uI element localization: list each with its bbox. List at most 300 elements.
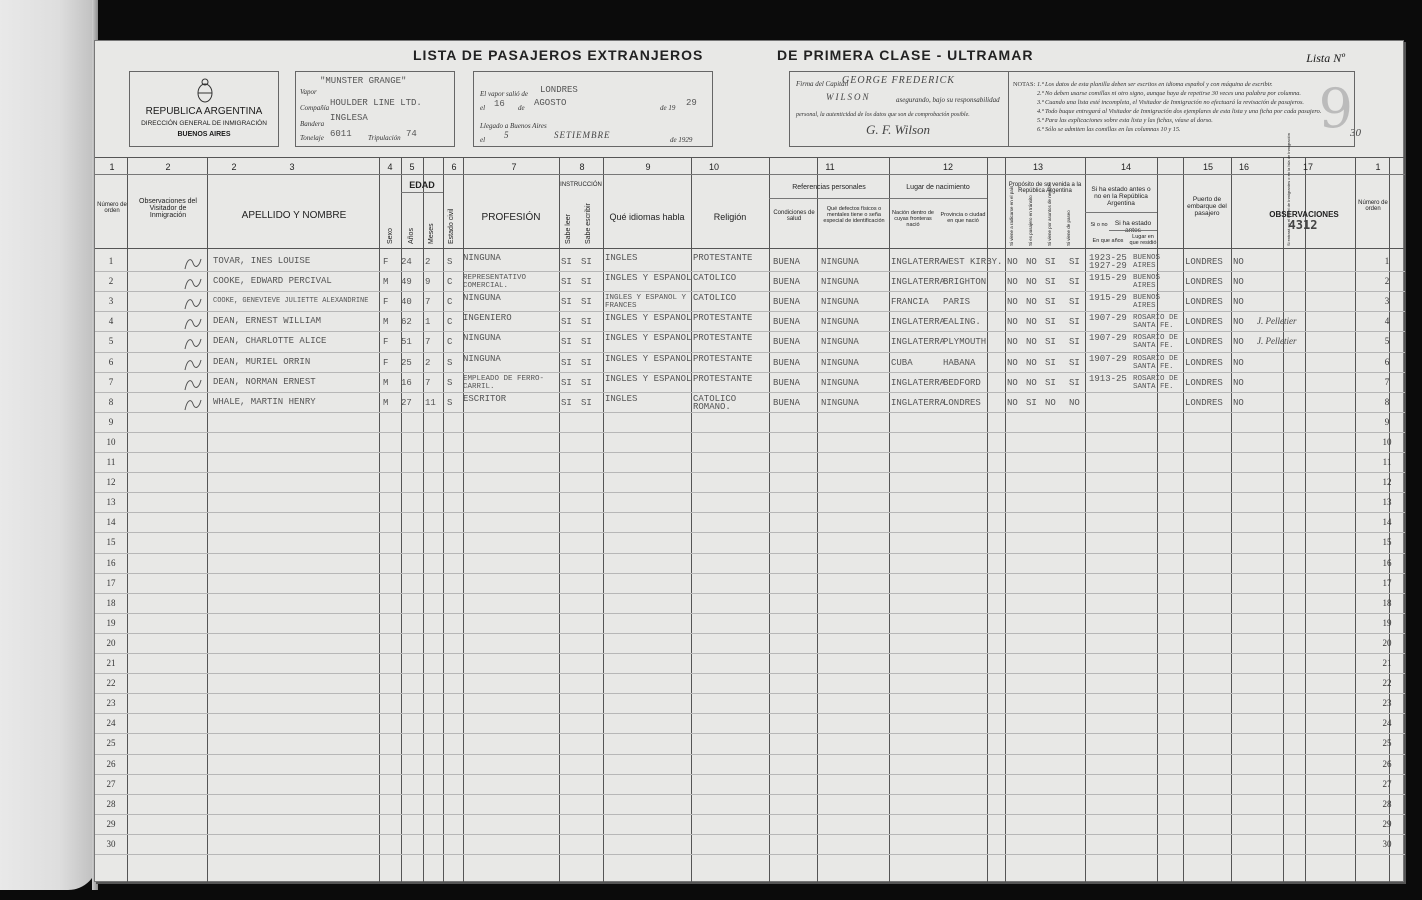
dia-value: 16 bbox=[494, 99, 505, 109]
passenger-prop3: SI bbox=[1045, 317, 1056, 328]
captain-text1: asegurando, bajo su responsabilidad bbox=[896, 96, 1000, 104]
row-number-left: 23 bbox=[106, 698, 116, 709]
header-edad: EDAD bbox=[409, 180, 435, 190]
visitor-check-mark-icon bbox=[181, 335, 203, 353]
republic-name: REPUBLICA ARGENTINA bbox=[145, 106, 263, 117]
passenger-health: BUENA bbox=[773, 377, 801, 388]
column-number: 2 bbox=[165, 162, 171, 172]
row-line bbox=[95, 311, 1405, 312]
passenger-health: BUENA bbox=[773, 317, 801, 328]
column-divider bbox=[463, 158, 464, 884]
row-line bbox=[95, 733, 1405, 734]
header-estado-civil: Estado civil bbox=[448, 208, 455, 244]
column-number: 16 bbox=[1238, 162, 1249, 172]
column-number: 13 bbox=[1032, 162, 1043, 172]
passenger-health: BUENA bbox=[773, 277, 801, 288]
passenger-years-before: 1915-29 bbox=[1089, 273, 1127, 284]
notes-label: NOTAS: bbox=[1013, 81, 1036, 88]
list-number-stamp: 9 bbox=[1318, 77, 1353, 140]
passenger-city: EALING. bbox=[943, 317, 981, 328]
row-line bbox=[95, 291, 1405, 292]
passenger-years-before: 1907-29 bbox=[1089, 313, 1127, 324]
passenger-profession: INGENIERO bbox=[463, 313, 512, 324]
passenger-name: DEAN, CHARLOTTE ALICE bbox=[213, 336, 327, 347]
row-number-right: 25 bbox=[1382, 738, 1392, 749]
row-number-right: 27 bbox=[1382, 778, 1392, 789]
note-line: 4.ª Todo buque entregará al Visitador de Inmigración dos ejemplares de esta lista y una ficha por cada pasajero. bbox=[1037, 108, 1322, 115]
row-line bbox=[95, 613, 1405, 614]
row-number-right: 9 bbox=[1384, 416, 1390, 427]
passenger-nation: INGLATERRA bbox=[891, 337, 946, 348]
passenger-languages: INGLES Y ESPANOL bbox=[605, 273, 692, 284]
passenger-prop1: NO bbox=[1007, 317, 1018, 328]
row-number-right: 14 bbox=[1382, 517, 1392, 528]
passenger-years: 51 bbox=[401, 337, 412, 348]
header-lugar-residio: Lugar en que residió bbox=[1129, 234, 1157, 246]
passenger-prop2: NO bbox=[1026, 277, 1037, 288]
row-number-left: 10 bbox=[106, 436, 116, 447]
column-divider bbox=[1231, 158, 1232, 884]
header-religion: Religión bbox=[713, 212, 747, 222]
lista-label: Lista Nº bbox=[1306, 51, 1345, 65]
column-number: 3 bbox=[289, 162, 295, 172]
row-number-left: 16 bbox=[106, 557, 116, 568]
passenger-years-before: 1913-25 bbox=[1089, 373, 1127, 384]
passenger-profession: ESCRITOR bbox=[463, 393, 507, 404]
row-number-right: 18 bbox=[1382, 597, 1392, 608]
row-line bbox=[95, 352, 1405, 353]
row-number-left: 7 bbox=[108, 376, 114, 387]
row-number-right: 19 bbox=[1382, 617, 1392, 628]
passenger-prop4: SI bbox=[1069, 377, 1080, 388]
passenger-sabe-leer: SI bbox=[561, 277, 572, 288]
header-en-que-anos: En que años bbox=[1092, 238, 1124, 244]
row-number-left: 30 bbox=[106, 838, 116, 849]
passenger-nation: INGLATERRA bbox=[891, 317, 946, 328]
header-sexo: Sexo bbox=[387, 228, 394, 244]
compania-label: Compañía bbox=[300, 104, 330, 112]
passenger-col16: NO bbox=[1233, 397, 1244, 408]
passenger-place-before: BUENOS AIRES bbox=[1133, 274, 1161, 291]
row-number-left: 17 bbox=[106, 577, 116, 588]
passenger-years: 16 bbox=[401, 377, 412, 388]
passenger-languages: INGLES Y ESPANOL bbox=[605, 373, 692, 384]
passenger-place-before: BUENOS AIRES bbox=[1133, 294, 1161, 311]
passenger-civil: C bbox=[447, 317, 453, 328]
column-number: 17 bbox=[1302, 162, 1313, 172]
row-number-right: 22 bbox=[1382, 678, 1392, 689]
passenger-health: BUENA bbox=[773, 357, 801, 368]
row-number-right: 15 bbox=[1382, 537, 1392, 548]
header-lugar-nacimiento: Lugar de nacimiento bbox=[906, 184, 970, 191]
passenger-sabe-leer: SI bbox=[561, 397, 572, 408]
passenger-civil: C bbox=[447, 337, 453, 348]
passenger-observation: J. Pelletier bbox=[1257, 336, 1297, 347]
passenger-sex: F bbox=[383, 297, 389, 308]
visitor-check-mark-icon bbox=[181, 295, 203, 313]
row-number-left: 26 bbox=[106, 758, 116, 769]
header-col16: Si entrará en el Hotel de Inmigrantes o en la Isla de Inmigración bbox=[1286, 133, 1291, 246]
passenger-sabe-leer: SI bbox=[561, 337, 572, 348]
firma-label: Firma del Capitán bbox=[796, 80, 849, 88]
passenger-col16: NO bbox=[1233, 377, 1244, 388]
passenger-defects: NINGUNA bbox=[821, 297, 859, 308]
passenger-port: LONDRES bbox=[1185, 337, 1223, 348]
header-subline bbox=[401, 192, 443, 193]
header-proposito-sub: Si viene de paseo bbox=[1066, 210, 1071, 246]
row-number-left: 29 bbox=[106, 818, 116, 829]
passenger-city: LONDRES bbox=[943, 397, 981, 408]
row-line bbox=[95, 573, 1405, 574]
passenger-civil: S bbox=[447, 377, 453, 388]
passenger-years: 62 bbox=[401, 317, 412, 328]
passenger-languages: INGLES Y ESPANOL Y FRANCES bbox=[605, 294, 687, 311]
passenger-prop3: SI bbox=[1045, 297, 1056, 308]
passenger-years-before: 1923-25 1927-29 bbox=[1089, 253, 1127, 271]
passenger-civil: S bbox=[447, 357, 453, 368]
passenger-prop4: SI bbox=[1069, 277, 1080, 288]
row-number-left: 2 bbox=[108, 276, 114, 287]
passenger-prop4: SI bbox=[1069, 317, 1080, 328]
header-si-ha-estado: Si ha estado bbox=[1114, 220, 1152, 227]
column-divider bbox=[1305, 158, 1306, 884]
passenger-months: 7 bbox=[425, 297, 431, 308]
passenger-defects: NINGUNA bbox=[821, 257, 859, 267]
passenger-years-before: 1915-29 bbox=[1089, 293, 1127, 304]
passenger-religion: CATOLICO ROMANO. bbox=[693, 393, 737, 412]
passenger-languages: INGLES bbox=[605, 253, 638, 263]
passenger-defects: NINGUNA bbox=[821, 377, 859, 388]
column-divider bbox=[443, 158, 444, 884]
passenger-prop3: SI bbox=[1045, 257, 1056, 267]
passenger-place-before: ROSARIO DE SANTA FE. bbox=[1133, 354, 1179, 371]
llegada-mes: SETIEMBRE bbox=[554, 130, 611, 140]
passenger-religion: PROTESTANTE bbox=[693, 313, 753, 324]
passenger-name: WHALE, MARTIN HENRY bbox=[213, 396, 316, 407]
column-divider bbox=[691, 158, 692, 884]
passenger-prop4: SI bbox=[1069, 357, 1080, 368]
captain-name1: GEORGE FREDERICK bbox=[842, 75, 955, 86]
tripulacion-label: Tripulación bbox=[368, 134, 401, 142]
passenger-prop2: NO bbox=[1026, 317, 1037, 328]
passenger-sabe-leer: SI bbox=[561, 297, 572, 308]
passenger-nation: INGLATERRA bbox=[891, 257, 946, 267]
passenger-months: 7 bbox=[425, 337, 431, 348]
column-divider bbox=[603, 158, 604, 884]
passenger-nation: CUBA bbox=[891, 357, 913, 368]
passenger-months: 2 bbox=[425, 357, 431, 368]
header-subline bbox=[1085, 212, 1157, 213]
row-number-right: 1 bbox=[1384, 256, 1390, 266]
passenger-sabe-escribir: SI bbox=[581, 317, 592, 328]
row-number-left: 1 bbox=[108, 256, 114, 266]
row-number-left: 9 bbox=[108, 416, 114, 427]
column-number: 11 bbox=[825, 162, 835, 172]
passenger-col16: NO bbox=[1233, 317, 1244, 328]
passenger-prop1: NO bbox=[1007, 357, 1018, 368]
row-line bbox=[95, 713, 1405, 714]
row-line bbox=[95, 553, 1405, 554]
passenger-prop2: NO bbox=[1026, 297, 1037, 308]
row-line bbox=[95, 633, 1405, 634]
row-number-right: 2 bbox=[1384, 276, 1390, 287]
header-sabe-leer: Sabe leer bbox=[565, 214, 572, 244]
row-line bbox=[95, 532, 1405, 533]
llegado-label: Llegado a Buenos Aires bbox=[480, 122, 547, 130]
visitor-check-mark-icon bbox=[181, 376, 203, 394]
column-divider bbox=[1183, 158, 1184, 884]
row-number-right: 20 bbox=[1382, 637, 1392, 648]
row-number-right: 3 bbox=[1384, 296, 1390, 307]
passenger-prop2: NO bbox=[1026, 357, 1037, 368]
row-line bbox=[95, 492, 1405, 493]
row-number-left: 4 bbox=[108, 316, 114, 327]
row-number-left: 11 bbox=[106, 457, 116, 467]
header-numero-orden: Número de orden bbox=[97, 202, 127, 214]
llegada-anio: de 1929 bbox=[670, 136, 693, 144]
passenger-sabe-escribir: SI bbox=[581, 257, 592, 267]
passenger-sabe-escribir: SI bbox=[581, 397, 592, 408]
passenger-defects: NINGUNA bbox=[821, 317, 859, 328]
passenger-months: 7 bbox=[425, 377, 431, 388]
column-divider bbox=[1355, 158, 1356, 884]
notes-list bbox=[1037, 80, 1337, 134]
row-line bbox=[95, 331, 1405, 332]
row-line bbox=[95, 271, 1405, 272]
passenger-profession: NINGUNA bbox=[463, 253, 501, 263]
header-sabe-escribir: Sabe escribir bbox=[585, 203, 592, 244]
header-si-no: Si o no bbox=[1090, 222, 1108, 228]
anio-label: de 19 bbox=[660, 104, 676, 112]
header-provincia: Provincia o ciudad en que nació bbox=[940, 212, 986, 224]
header-puerto: Puerto de embarque del pasajero bbox=[1187, 196, 1227, 217]
passenger-sex: F bbox=[383, 337, 389, 348]
column-number: 12 bbox=[942, 162, 953, 172]
vapor-label: Vapor bbox=[300, 88, 317, 96]
row-line bbox=[95, 472, 1405, 473]
column-divider bbox=[1085, 158, 1086, 884]
tonelaje-label: Tonelaje bbox=[300, 134, 324, 142]
row-number-left: 24 bbox=[106, 718, 116, 729]
passenger-sabe-escribir: SI bbox=[581, 277, 592, 288]
passenger-years: 25 bbox=[401, 357, 412, 368]
row-number-right: 28 bbox=[1382, 798, 1392, 809]
passenger-sabe-escribir: SI bbox=[581, 377, 592, 388]
passenger-religion: PROTESTANTE bbox=[693, 353, 753, 364]
compania-value: HOULDER LINE LTD. bbox=[330, 98, 422, 108]
column-divider bbox=[769, 158, 770, 884]
passenger-sabe-leer: SI bbox=[561, 357, 572, 368]
llegada-dia: 5 bbox=[504, 130, 509, 140]
row-number-left: 5 bbox=[108, 336, 114, 347]
left-page bbox=[0, 0, 98, 890]
row-number-right: 8 bbox=[1384, 396, 1390, 407]
row-number-right: 10 bbox=[1382, 436, 1392, 447]
passenger-prop3: SI bbox=[1045, 377, 1056, 388]
tripulacion-value: 74 bbox=[406, 129, 417, 139]
column-number-divider bbox=[95, 174, 1405, 175]
passenger-health: BUENA bbox=[773, 297, 801, 308]
salio-value: LONDRES bbox=[540, 85, 578, 95]
row-number-left: 8 bbox=[108, 396, 114, 407]
passenger-port: LONDRES bbox=[1185, 317, 1223, 328]
row-line bbox=[95, 432, 1405, 433]
row-number-right: 11 bbox=[1382, 457, 1392, 467]
column-number: 1 bbox=[1375, 162, 1381, 172]
passenger-prop2: NO bbox=[1026, 337, 1037, 348]
passenger-list-sheet bbox=[94, 40, 1404, 882]
passenger-port: LONDRES bbox=[1185, 377, 1223, 388]
column-divider bbox=[127, 158, 128, 884]
passenger-languages: INGLES Y ESPANOL bbox=[605, 353, 692, 364]
passenger-sabe-leer: SI bbox=[561, 317, 572, 328]
salio-label: El vapor salió de bbox=[480, 90, 529, 98]
row-number-left: 21 bbox=[106, 658, 116, 668]
passenger-prop1: NO bbox=[1007, 297, 1018, 308]
passenger-city: HABANA bbox=[943, 357, 976, 368]
captain-signature: G. F. Wilson bbox=[866, 122, 931, 137]
passenger-place-before: BUENOS AIRES bbox=[1133, 254, 1161, 270]
passenger-city: BRIGHTON bbox=[943, 277, 987, 288]
passenger-months: 1 bbox=[425, 317, 431, 328]
passenger-col16: NO bbox=[1233, 277, 1244, 288]
header-subline bbox=[559, 174, 603, 175]
row-line bbox=[95, 774, 1405, 775]
passenger-name: DEAN, NORMAN ERNEST bbox=[213, 376, 316, 387]
column-number: 7 bbox=[511, 162, 517, 172]
passenger-sabe-escribir: SI bbox=[581, 337, 592, 348]
captain-box bbox=[789, 71, 1009, 147]
captain-name2: WILSON bbox=[826, 92, 871, 102]
passenger-place-before: ROSARIO DE SANTA FE. bbox=[1133, 374, 1179, 391]
passenger-name: TOVAR, INES LOUISE bbox=[213, 256, 311, 266]
row-number-left: 28 bbox=[106, 798, 116, 809]
passenger-observation: J. Pelletier bbox=[1257, 316, 1297, 327]
passenger-name: COOKE, EDWARD PERCIVAL bbox=[213, 276, 332, 287]
passenger-religion: CATOLICO bbox=[693, 293, 737, 304]
passenger-profession: REPRESENTATIVO COMERCIAL. bbox=[463, 274, 527, 291]
header-observaciones-visitador: Observaciones del Visitador de Inmigración bbox=[139, 198, 197, 219]
passenger-prop4: SI bbox=[1069, 337, 1080, 348]
row-line bbox=[95, 452, 1405, 453]
passenger-defects: NINGUNA bbox=[821, 337, 859, 348]
header-divider bbox=[95, 248, 1405, 249]
row-line bbox=[95, 512, 1405, 513]
passenger-sex: M bbox=[383, 397, 389, 408]
voyage-box bbox=[473, 71, 713, 147]
header-proposito-sub: Si viene por asuntos de negocio bbox=[1047, 181, 1052, 246]
passenger-profession: NINGUNA bbox=[463, 333, 501, 344]
column-number: 14 bbox=[1120, 162, 1131, 172]
passenger-prop4: NO bbox=[1069, 397, 1080, 408]
passenger-place-before: ROSARIO DE SANTA FE. bbox=[1133, 334, 1179, 351]
passenger-name: DEAN, MURIEL ORRIN bbox=[213, 356, 311, 367]
passenger-sabe-leer: SI bbox=[561, 377, 572, 388]
row-number-left: 18 bbox=[106, 597, 116, 608]
column-divider bbox=[889, 158, 890, 884]
passenger-col16: NO bbox=[1233, 257, 1244, 267]
header-observaciones: OBSERVACIONES bbox=[1269, 210, 1339, 219]
passenger-languages: INGLES Y ESPANOL bbox=[605, 333, 692, 344]
row-number-left: 20 bbox=[106, 637, 116, 648]
column-number: 15 bbox=[1202, 162, 1213, 172]
passenger-defects: NINGUNA bbox=[821, 397, 859, 408]
passenger-name: DEAN, ERNEST WILLIAM bbox=[213, 316, 322, 327]
title-left: LISTA DE PASAJEROS EXTRANJEROS bbox=[413, 47, 704, 63]
passenger-port: LONDRES bbox=[1185, 257, 1223, 267]
row-number-right: 4 bbox=[1384, 316, 1390, 327]
passenger-port: LONDRES bbox=[1185, 277, 1223, 288]
passenger-prop2: NO bbox=[1026, 257, 1037, 267]
passenger-prop3: SI bbox=[1045, 357, 1056, 368]
passenger-prop3: NO bbox=[1045, 397, 1056, 408]
passenger-religion: CATOLICO bbox=[693, 273, 737, 284]
visitor-check-mark-icon bbox=[181, 315, 203, 333]
row-number-right: 29 bbox=[1382, 818, 1392, 829]
row-line bbox=[95, 854, 1405, 855]
passenger-years: 24 bbox=[401, 257, 412, 267]
column-divider bbox=[817, 158, 818, 884]
passenger-nation: FRANCIA bbox=[891, 297, 929, 308]
bandera-label: Bandera bbox=[300, 120, 325, 128]
note-line: 5.ª Para las explicaciones sobre esta lista y las fichas, véase al dorso. bbox=[1037, 117, 1213, 124]
passenger-sex: M bbox=[383, 377, 389, 388]
passenger-months: 9 bbox=[425, 277, 431, 288]
passenger-religion: PROTESTANTE bbox=[693, 373, 753, 384]
header-subline bbox=[769, 198, 889, 199]
passenger-prop2: NO bbox=[1026, 377, 1037, 388]
visitor-check-mark-icon bbox=[181, 356, 203, 374]
row-number-right: 24 bbox=[1382, 718, 1392, 729]
row-number-left: 15 bbox=[106, 537, 116, 548]
row-number-left: 13 bbox=[106, 497, 116, 508]
passenger-years: 49 bbox=[401, 277, 412, 288]
list-number-small: 30 bbox=[1350, 127, 1361, 139]
republic-city: BUENOS AIRES bbox=[177, 131, 231, 138]
row-number-right: 13 bbox=[1382, 497, 1392, 508]
passenger-languages: INGLES Y ESPANOL bbox=[605, 313, 692, 324]
passenger-profession: EMPLEADO DE FERRO-CARRIL. bbox=[463, 374, 545, 391]
passenger-place-before: ROSARIO DE SANTA FE. bbox=[1133, 314, 1179, 331]
tonelaje-value: 6011 bbox=[330, 129, 352, 139]
passenger-sex: F bbox=[383, 257, 389, 267]
passenger-sex: M bbox=[383, 277, 389, 288]
passenger-col16: NO bbox=[1233, 297, 1244, 308]
mes-value: AGOSTO bbox=[534, 98, 567, 108]
passenger-health: BUENA bbox=[773, 337, 801, 348]
anio-value: 29 bbox=[686, 98, 697, 108]
de-label: de bbox=[518, 104, 525, 112]
row-line bbox=[95, 754, 1405, 755]
row-number-right: 6 bbox=[1384, 356, 1390, 367]
passenger-religion: PROTESTANTE bbox=[693, 333, 753, 344]
row-number-left: 27 bbox=[106, 778, 116, 789]
column-number: 4 bbox=[387, 162, 393, 172]
header-subline bbox=[1109, 230, 1157, 231]
el-label: el bbox=[480, 104, 486, 112]
passenger-prop1: NO bbox=[1007, 277, 1018, 288]
note-line: 3.ª Cuando una lista esté incompleta, el Visitador de Inmigración no efectuará la revisación de pasajeros. bbox=[1037, 99, 1304, 106]
column-number: 6 bbox=[451, 162, 457, 172]
column-divider bbox=[559, 158, 560, 884]
row-line bbox=[95, 593, 1405, 594]
header-estado-antes: Si ha estado antes o no en la República Argentina bbox=[1091, 186, 1151, 207]
passenger-health: BUENA bbox=[773, 397, 801, 408]
header-subline bbox=[889, 198, 987, 199]
header-defectos: Qué defectos físicos o mentales tiene o seña especial de identificación bbox=[823, 206, 885, 224]
header-profesion: PROFESIÓN bbox=[481, 212, 541, 223]
column-divider bbox=[207, 158, 208, 884]
